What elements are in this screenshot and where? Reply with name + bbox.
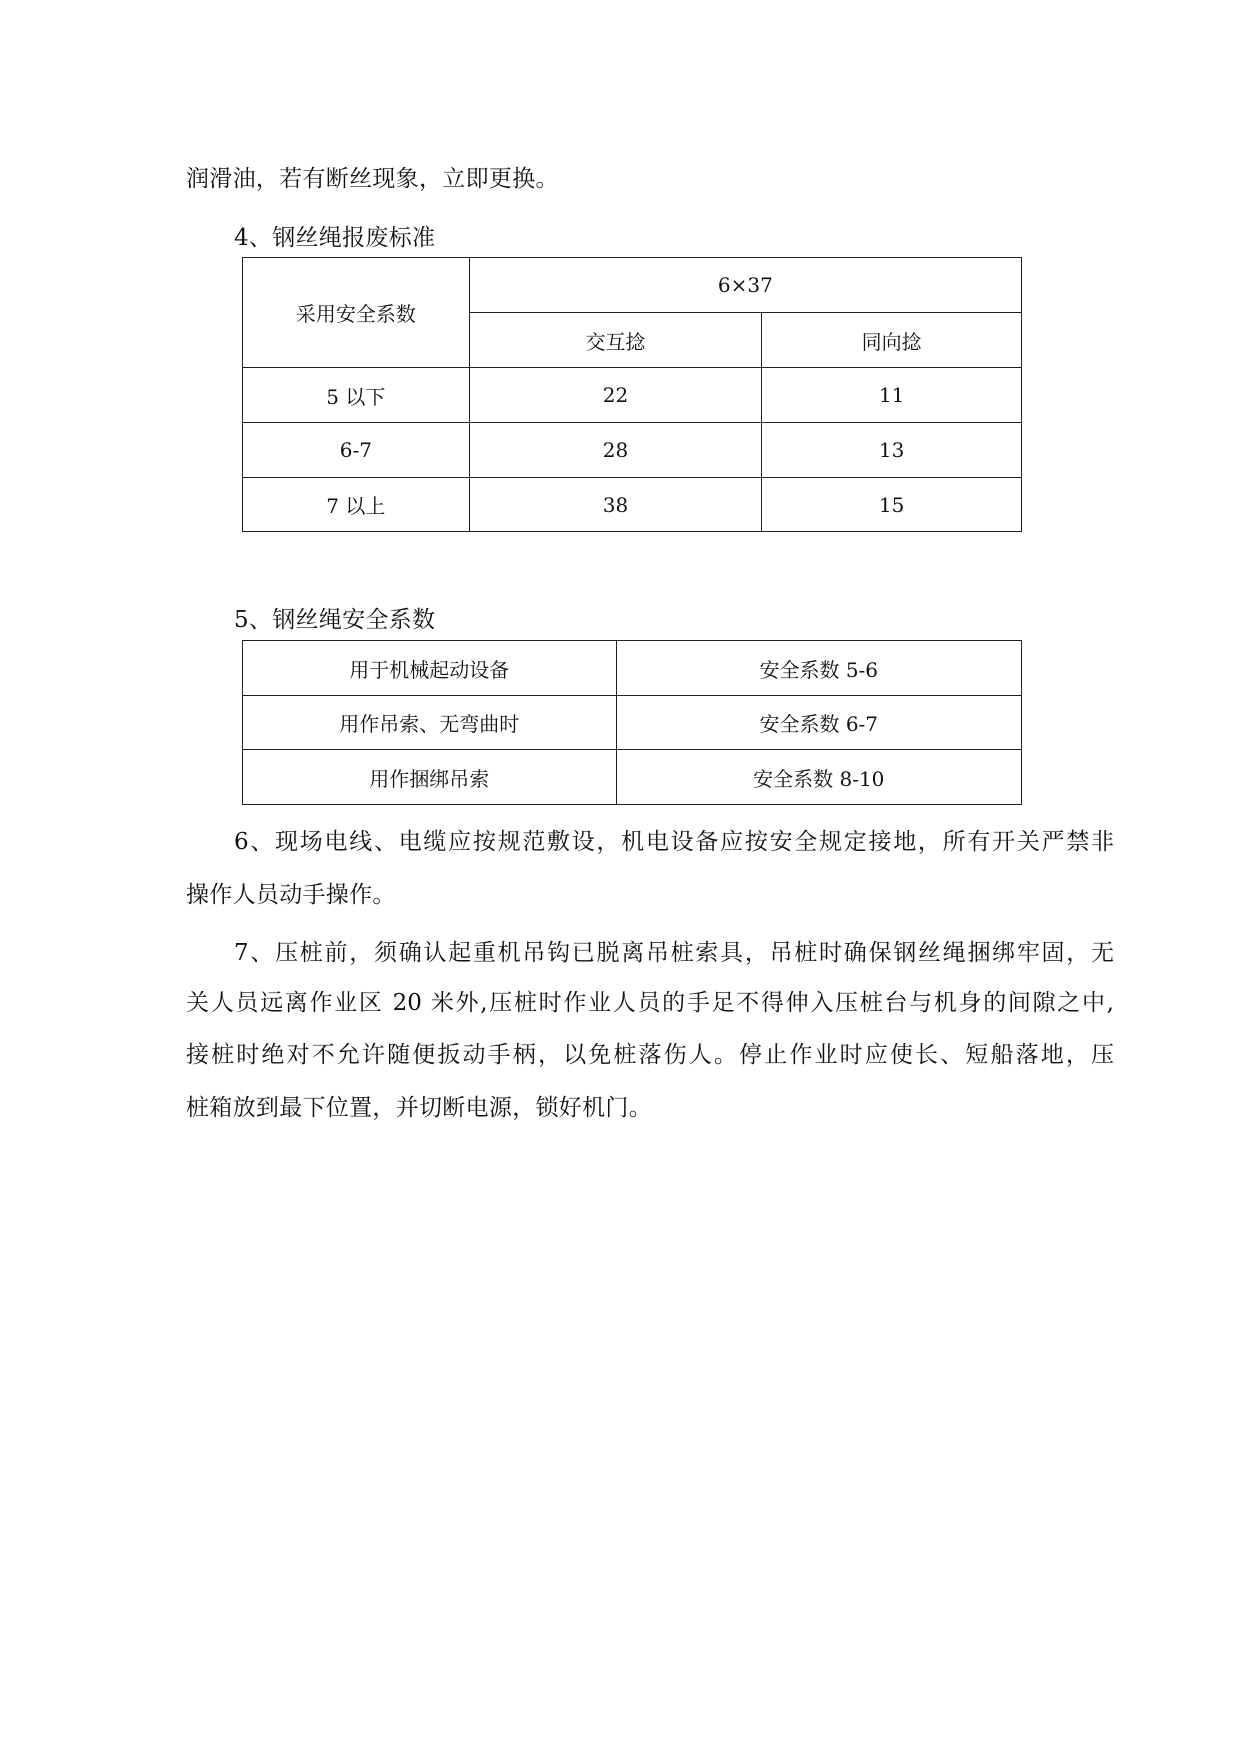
table-row (243, 696, 1022, 750)
header-rope-type: 6×37 (469, 258, 1021, 313)
table-cell-same: 11 (762, 368, 1022, 423)
item7-line4: 桩箱放到最下位置，并切断电源，锁好机门。 (186, 1095, 652, 1121)
item4-heading: 4、钢丝绳报废标准 (234, 225, 436, 251)
header-same-lay: 同向捻 (762, 313, 1022, 368)
table-cell-cross: 38 (469, 478, 762, 532)
table-cell-usage: 用作吊索、无弯曲时 (243, 696, 617, 750)
table-cell-usage: 用作捆绑吊索 (243, 750, 617, 805)
item6-line2: 操作人员动手操作。 (186, 882, 396, 908)
scrap-standard-table (242, 257, 1022, 532)
table-row (243, 368, 1022, 423)
item7-line1: 7、压桩前，须确认起重机吊钩已脱离吊桩索具，吊桩时确保钢丝绳捆绑牢固，无 (234, 940, 1114, 966)
table-row (243, 423, 1022, 478)
header-cross-lay: 交互捻 (469, 313, 762, 368)
table-cell-cross: 22 (469, 368, 762, 423)
table-cell-safety-factor: 安全系数 5-6 (616, 641, 1021, 696)
table-cell-safety-factor: 安全系数 6-7 (616, 696, 1021, 750)
item7-line3: 接桩时绝对不允许随便扳动手柄，以免桩落伤人。停止作业时应使长、短船落地，压 (186, 1042, 1114, 1068)
item6-line1: 6、现场电线、电缆应按规范敷设，机电设备应按安全规定接地，所有开关严禁非 (234, 829, 1114, 855)
intro-line: 润滑油，若有断丝现象，立即更换。 (186, 166, 559, 192)
table-cell-same: 15 (762, 478, 1022, 532)
table-cell-safety-factor: 安全系数 8-10 (616, 750, 1021, 805)
table-cell-same: 13 (762, 423, 1022, 478)
table-cell-factor: 5 以下 (243, 368, 470, 423)
table-cell-usage: 用于机械起动设备 (243, 641, 617, 696)
item7-line2: 关人员远离作业区 20 米外,压桩时作业人员的手足不得伸入压桩台与机身的间隙之中, (186, 990, 1114, 1016)
table-cell-cross: 28 (469, 423, 762, 478)
header-safety-factor: 采用安全系数 (243, 258, 470, 368)
safety-factor-table (242, 640, 1022, 805)
item5-heading: 5、钢丝绳安全系数 (234, 607, 436, 633)
table-cell-factor: 6-7 (243, 423, 470, 478)
table-row (243, 750, 1022, 805)
table-cell-factor: 7 以上 (243, 478, 470, 532)
table-header-row (243, 258, 1022, 313)
table-row (243, 478, 1022, 532)
table-row (243, 641, 1022, 696)
